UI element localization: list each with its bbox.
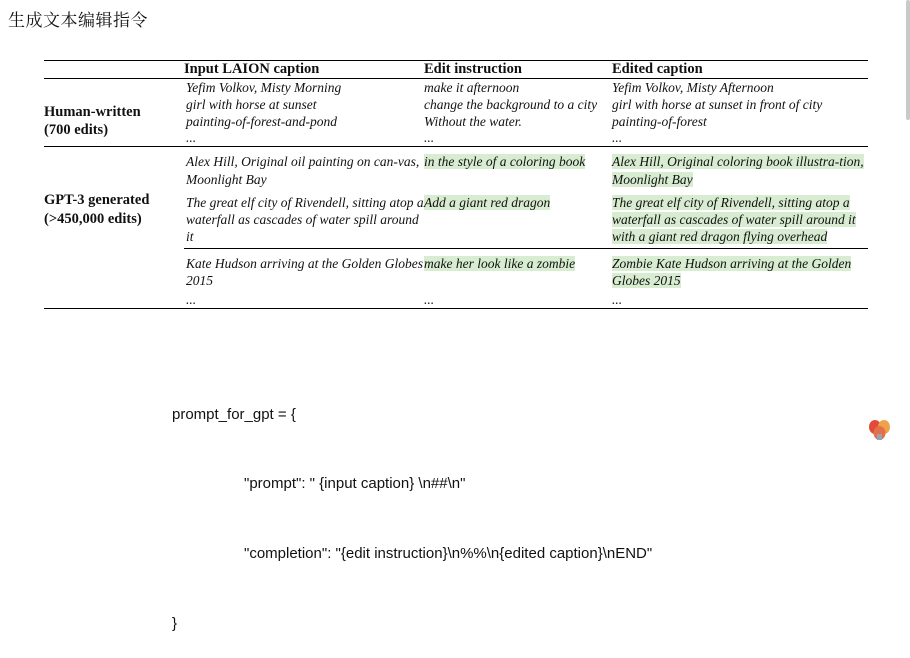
table-bottom-rule [44,309,868,317]
scrollbar-thumb[interactable] [906,0,910,120]
table-row [44,147,868,191]
cell-edit-instruction: make it afternoon [424,80,520,95]
cell-input-caption: Kate Hudson arriving at the Golden Globes 2015 [186,256,423,289]
section-label-human-written [44,79,184,147]
section-label-line1: GPT-3 generated [44,192,150,209]
cell-edited-caption: girl with horse at sunset in front of city [612,97,823,113]
scrollbar[interactable] [906,0,910,445]
cell-edit-instruction: Without the water. [424,114,522,130]
cell-edited-caption: painting-of-forest [612,114,707,130]
column-header-edit-instruction: Edit instruction [424,61,522,77]
table [44,60,868,316]
cell-edited-caption-ellipsis: ... [612,292,623,308]
cell-input-caption: painting-of-forest-and-pond [186,114,337,130]
highlighted-text: Alex Hill, Original coloring book illustra-tion, Moonlight Bay [612,154,864,187]
cell-input-caption: Alex Hill, Original oil painting on can-vas, Moonlight Bay [186,154,420,187]
cell-edited-caption [612,191,868,249]
prompt-code-block [172,356,652,658]
highlighted-text: Zombie Kate Hudson arriving at the Golden Globes 2015 [612,256,852,289]
section-label-line2: (>450,000 edits) [44,210,142,227]
highlighted-text: Add a giant red dragon [424,194,551,210]
cell-edit-instruction [424,249,612,293]
table-header-row [44,61,868,79]
highlighted-text: make her look like a zombie [424,256,576,272]
column-header-edited-caption: Edited caption [612,61,703,77]
page-title: 生成文本编辑指令 [8,11,148,30]
cell-edited-caption: Yefim Volkov, Misty Afternoon [612,80,774,95]
caption-edits-table [44,60,868,316]
code-line-1: prompt_for_gpt = { [172,405,296,423]
code-line-4: } [172,614,178,632]
cell-input-caption: girl with horse at sunset [186,97,317,113]
column-header-blank [44,61,184,79]
cell-input-caption-ellipsis: ... [186,292,197,308]
cell-edit-instruction [424,191,612,249]
section-label-line1: Human-written [44,104,141,120]
column-header-input-caption: Input LAION caption [184,61,320,77]
cell-input-caption: Yefim Volkov, Misty Morning [186,80,342,95]
cell-edited-caption [612,249,868,293]
table-row [44,79,868,97]
cell-edited-caption-ellipsis: ... [612,130,623,146]
highlighted-text: The great elf city of Rivendell, sitting atop a waterfall as cascades of water spill around it with a giant red dragon flying overhead [612,194,856,244]
cell-edit-instruction-ellipsis: ... [424,292,435,308]
cell-edit-instruction: change the background to a city [424,97,598,113]
cell-edit-instruction-ellipsis: ... [424,130,435,146]
highlighted-text: in the style of a coloring book [424,154,586,170]
brand-logo-icon [860,415,900,441]
code-line-2: "prompt": " {input caption} \n##\n" [244,475,466,493]
cell-input-caption: The great elf city of Rivendell, sitting atop a waterfall as cascades of water spill around it [186,194,424,244]
cell-input-caption-ellipsis: ... [186,130,197,146]
cell-edited-caption [612,147,868,191]
section-label-line2: (700 edits) [44,122,109,139]
section-label-gpt3-generated [44,147,184,309]
code-line-3: "completion": "{edit instruction}\n%%\n{edited caption}\nEND" [244,545,653,562]
cell-edit-instruction [424,147,612,191]
